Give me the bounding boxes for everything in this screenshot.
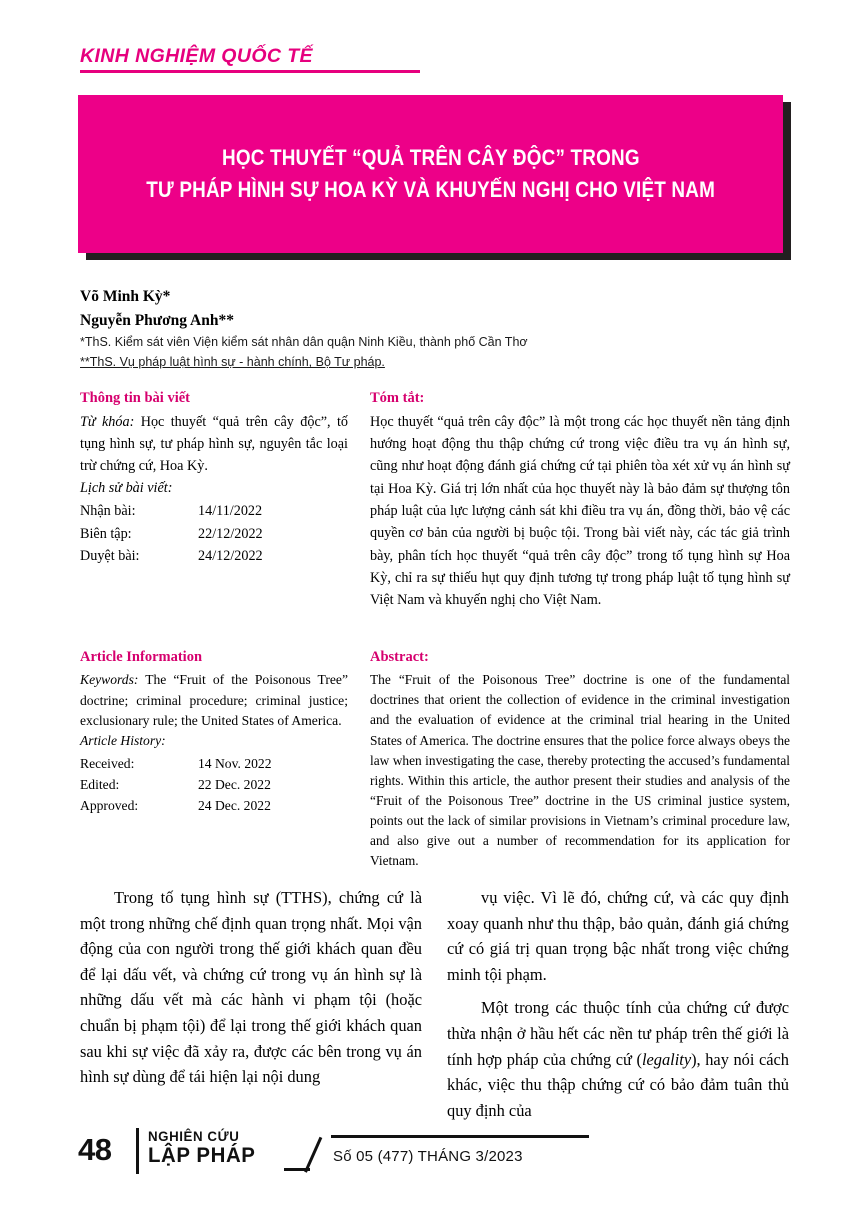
footer-divider: [136, 1128, 139, 1174]
history-row: [80, 500, 348, 522]
article-history-vi-list: [80, 500, 348, 566]
author-name-2: Nguyễn Phương Anh**: [80, 311, 234, 329]
metadata-spacer: [80, 611, 790, 647]
section-kicker-label: KINH NGHIỆM QUỐC TẾ: [80, 45, 313, 67]
abstract-vi-heading: Tóm tắt:: [370, 390, 425, 406]
history-value: 24/12/2022: [198, 547, 263, 564]
history-value: 24 Dec. 2022: [198, 797, 271, 813]
journal-logo-line-2: LẬP PHÁP: [148, 1142, 256, 1167]
history-label: Duyệt bài:: [80, 547, 140, 564]
metadata-row-vietnamese: [80, 388, 790, 611]
keywords-label-en: Keywords:: [80, 672, 139, 688]
keywords-text-en: The “Fruit of the Poisonous Tree” doctrine; criminal procedure; criminal justice; exclusionary rule; the United States of America.: [80, 672, 348, 728]
article-title-line-2: TƯ PHÁP HÌNH SỰ HOA KỲ VÀ KHUYẾN NGHỊ CHO VIỆT NAM: [146, 177, 715, 202]
section-kicker-rule: [80, 70, 420, 73]
body-text-emphasis: legality: [641, 1049, 692, 1069]
journal-logo-line-1: NGHIÊN CỨU: [148, 1128, 240, 1144]
metadata-block: [80, 388, 790, 871]
history-label: Received:: [80, 755, 135, 771]
body-column-left: [80, 885, 422, 1127]
article-info-vi-keywords: [80, 411, 348, 477]
article-info-en-keywords: [80, 670, 348, 731]
author-affiliation-1: *ThS. Kiểm sát viên Viện kiểm sát nhân dân quận Ninh Kiều, thành phố Cần Thơ: [80, 335, 528, 350]
issue-rule: [331, 1135, 589, 1138]
article-info-vi-heading: Thông tin bài viết: [80, 390, 190, 406]
body-columns: [80, 885, 790, 1127]
abstract-en-heading: Abstract:: [370, 649, 429, 666]
article-title-block: [78, 95, 783, 253]
abstract-en-text: The “Fruit of the Poisonous Tree” doctrine is one of the fundamental doctrines that orient the collection of evidence in the criminal investigation and the evaluation of evidence at the criminal trial hearing in the United States of America. The doctrine ensures that the police force always obeys the law when investigating the case, thereby protecting the accused’s fundamental rights. Within this article, the author present their studies and analysis of the “Fruit of the Poisonous Tree” doctrine in the US criminal justice system, points out the lack of similar provisions in Vietnam’s criminal procedure law, and also give out a number of recommendation for its application for Vietnam.: [370, 672, 790, 869]
history-row: [80, 523, 348, 545]
body-text-b: ), hay nói cách khác, việc thu thập chứng cứ có bảo đảm tuân thủ quy định của: [447, 1049, 789, 1120]
history-label-en: Article History:: [80, 733, 166, 749]
abstract-vi: [370, 388, 790, 611]
author-block: [80, 285, 760, 373]
body-text-a: Một trong các thuộc tính của chứng cứ được thừa nhận ở hầu hết các nền tư pháp trên thế giới là tính hợp pháp của chứng cứ (: [447, 998, 789, 1069]
article-title-line-1: HỌC THUYẾT “QUẢ TRÊN CÂY ĐỘC” TRONG: [221, 145, 640, 171]
history-value: 14/11/2022: [198, 503, 263, 520]
issue-label: Số 05 (477) THÁNG 3/2023: [333, 1148, 523, 1165]
history-value: 22/12/2022: [198, 525, 263, 542]
section-kicker: [80, 46, 420, 73]
history-label: Nhận bài:: [80, 503, 136, 520]
abstract-en: [370, 647, 790, 871]
history-label: Biên tập:: [80, 525, 132, 542]
history-label: Approved:: [80, 797, 139, 813]
journal-logo: [148, 1129, 261, 1167]
article-history-vi-label: [80, 477, 348, 499]
article-history-en-label: [80, 731, 348, 751]
author-affiliation-2: **ThS. Vụ pháp luật hình sự - hành chính, Bộ Tư pháp.: [80, 355, 385, 370]
keywords-label-vi: Từ khóa:: [80, 413, 135, 430]
article-history-en-list: [80, 753, 348, 816]
body-column-right: [447, 885, 789, 1127]
history-row: [80, 774, 348, 795]
metadata-row-english: [80, 647, 790, 871]
history-row: [80, 795, 348, 816]
history-value: 22 Dec. 2022: [198, 776, 271, 792]
history-row: [80, 545, 348, 567]
abstract-vi-text: Học thuyết “quả trên cây độc” là một trong các học thuyết nền tảng định hướng hoạt động thu thập chứng cứ trong việc điều tra vụ án hình sự, cũng như hoạt động đánh giá chứng cứ tại phiên tòa xét xử vụ án hình sự tại Hoa Kỳ. Giá trị lớn nhất của học thuyết này là bảo đảm sự thượng tôn pháp luật của lực lượng cảnh sát khi điều tra vụ án, đồng thời, bảo vệ các quyền cơ bản của người bị buộc tội. Trong bài viết này, các tác giả trình bày, phân tích học thuyết “quả trên cây độc” trong tố tụng hình sự Hoa Kỳ, chỉ ra sự thiếu hụt quy định tương tự trong pháp luật tố tụng hình sự Việt Nam và khuyến nghị cho Việt Nam.: [370, 413, 790, 609]
history-label-vi: Lịch sử bài viết:: [80, 480, 173, 497]
body-paragraph: [447, 995, 789, 1123]
keywords-text-vi: Học thuyết “quả trên cây độc”, tố tụng hình sự, tư pháp hình sự, nguyên tắc loại trừ chứng cứ, Hoa Kỳ.: [80, 413, 348, 475]
body-paragraph: Trong tố tụng hình sự (TTHS), chứng cứ là một trong những chế định quan trọng nhất. Mọi vận động của con người trong thế giới khách quan đều để lại dấu vết, và chứng cứ trong vụ án hình sự là những dấu vết mà các hành vi phạm tội (hoặc chuẩn bị phạm tội) để lại trong thế giới khách quan sau khi sự việc đã xảy ra, được các bên trong vụ án hình sự dùng để tái hiện lại nội dung: [80, 888, 422, 1087]
article-info-vi: [80, 388, 348, 611]
page-footer: [78, 1128, 778, 1184]
page-number: 48: [78, 1132, 112, 1167]
author-name-1: Võ Minh Kỳ*: [80, 288, 171, 305]
article-info-en-heading: Article Information: [80, 649, 203, 666]
issue-slash-tail: [284, 1168, 310, 1171]
body-paragraph: vụ việc. Vì lẽ đó, chứng cứ, và các quy định xoay quanh như thu thập, bảo quản, đánh giá chứng cứ có giá trị quan trọng bậc nhất trong việc chứng minh tội phạm.: [447, 888, 789, 984]
article-info-en: [80, 647, 348, 871]
history-row: [80, 753, 348, 774]
history-label: Edited:: [80, 776, 120, 792]
history-value: 14 Nov. 2022: [198, 755, 272, 771]
